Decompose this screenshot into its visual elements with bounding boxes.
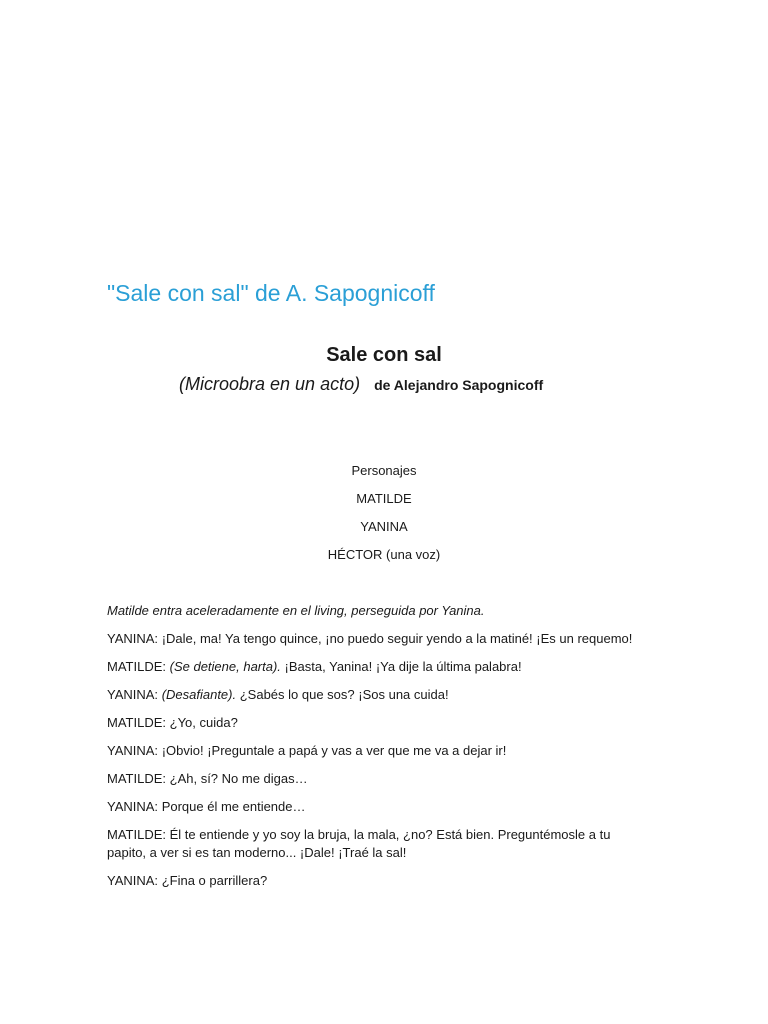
dialogue-line xyxy=(107,770,647,788)
cast-character: MATILDE xyxy=(356,491,412,506)
speaker: YANINA: xyxy=(107,743,159,758)
script-body xyxy=(107,602,647,900)
play-author: de Alejandro Sapognicoff xyxy=(374,377,544,393)
line-text: ¿Yo, cuida? xyxy=(169,715,238,730)
speaker: MATILDE: xyxy=(107,715,166,730)
stage-direction: (Se detiene, harta). xyxy=(169,659,281,674)
play-subtitle-line xyxy=(179,374,543,395)
dialogue-line xyxy=(107,686,647,704)
line-text: ¿Fina o parrillera? xyxy=(161,873,268,888)
speaker: MATILDE: xyxy=(107,659,166,674)
play-title: Sale con sal xyxy=(326,344,442,366)
speaker: MATILDE: xyxy=(107,771,166,786)
speaker: YANINA: xyxy=(107,687,159,702)
cast-heading: Personajes xyxy=(351,463,417,478)
speaker: MATILDE: xyxy=(107,827,166,842)
line-text: ¿Ah, sí? No me digas… xyxy=(169,771,308,786)
dialogue-line xyxy=(107,714,647,732)
dialogue-line xyxy=(107,798,647,816)
line-text: ¡Basta, Yanina! ¡Ya dije la última palabra! xyxy=(284,659,522,674)
cast-character: YANINA xyxy=(360,519,408,534)
line-text: ¡Obvio! ¡Preguntale a papá y vas a ver que me va a dejar ir! xyxy=(161,743,507,758)
line-text: Él te entiende y yo soy la bruja, la mala, ¿no? Está bien. Preguntémosle a tu papito, a ver si es tan moderno... ¡Dale! ¡Traé la sal! xyxy=(107,827,611,860)
line-text: Porque él me entiende… xyxy=(161,799,306,814)
cast-list xyxy=(0,462,768,574)
line-text: ¡Dale, ma! Ya tengo quince, ¡no puedo seguir yendo a la matiné! ¡Es un requemo! xyxy=(161,631,633,646)
speaker: YANINA: xyxy=(107,799,159,814)
stage-direction: (Desafiante). xyxy=(161,687,237,702)
dialogue-line xyxy=(107,658,647,676)
speaker: YANINA: xyxy=(107,873,159,888)
document-title: "Sale con sal" de A. Sapognicoff xyxy=(107,280,435,306)
cast-character: HÉCTOR (una voz) xyxy=(327,547,441,562)
speaker: YANINA: xyxy=(107,631,159,646)
dialogue-line xyxy=(107,630,647,648)
dialogue-line xyxy=(107,742,647,760)
opening-stage-direction: Matilde entra aceleradamente en el living, perseguida por Yanina. xyxy=(107,603,485,618)
dialogue-line xyxy=(107,872,647,890)
line-text: ¿Sabés lo que sos? ¡Sos una cuida! xyxy=(239,687,449,702)
play-subtitle: (Microobra en un acto) xyxy=(179,374,361,394)
dialogue-line xyxy=(107,826,647,862)
